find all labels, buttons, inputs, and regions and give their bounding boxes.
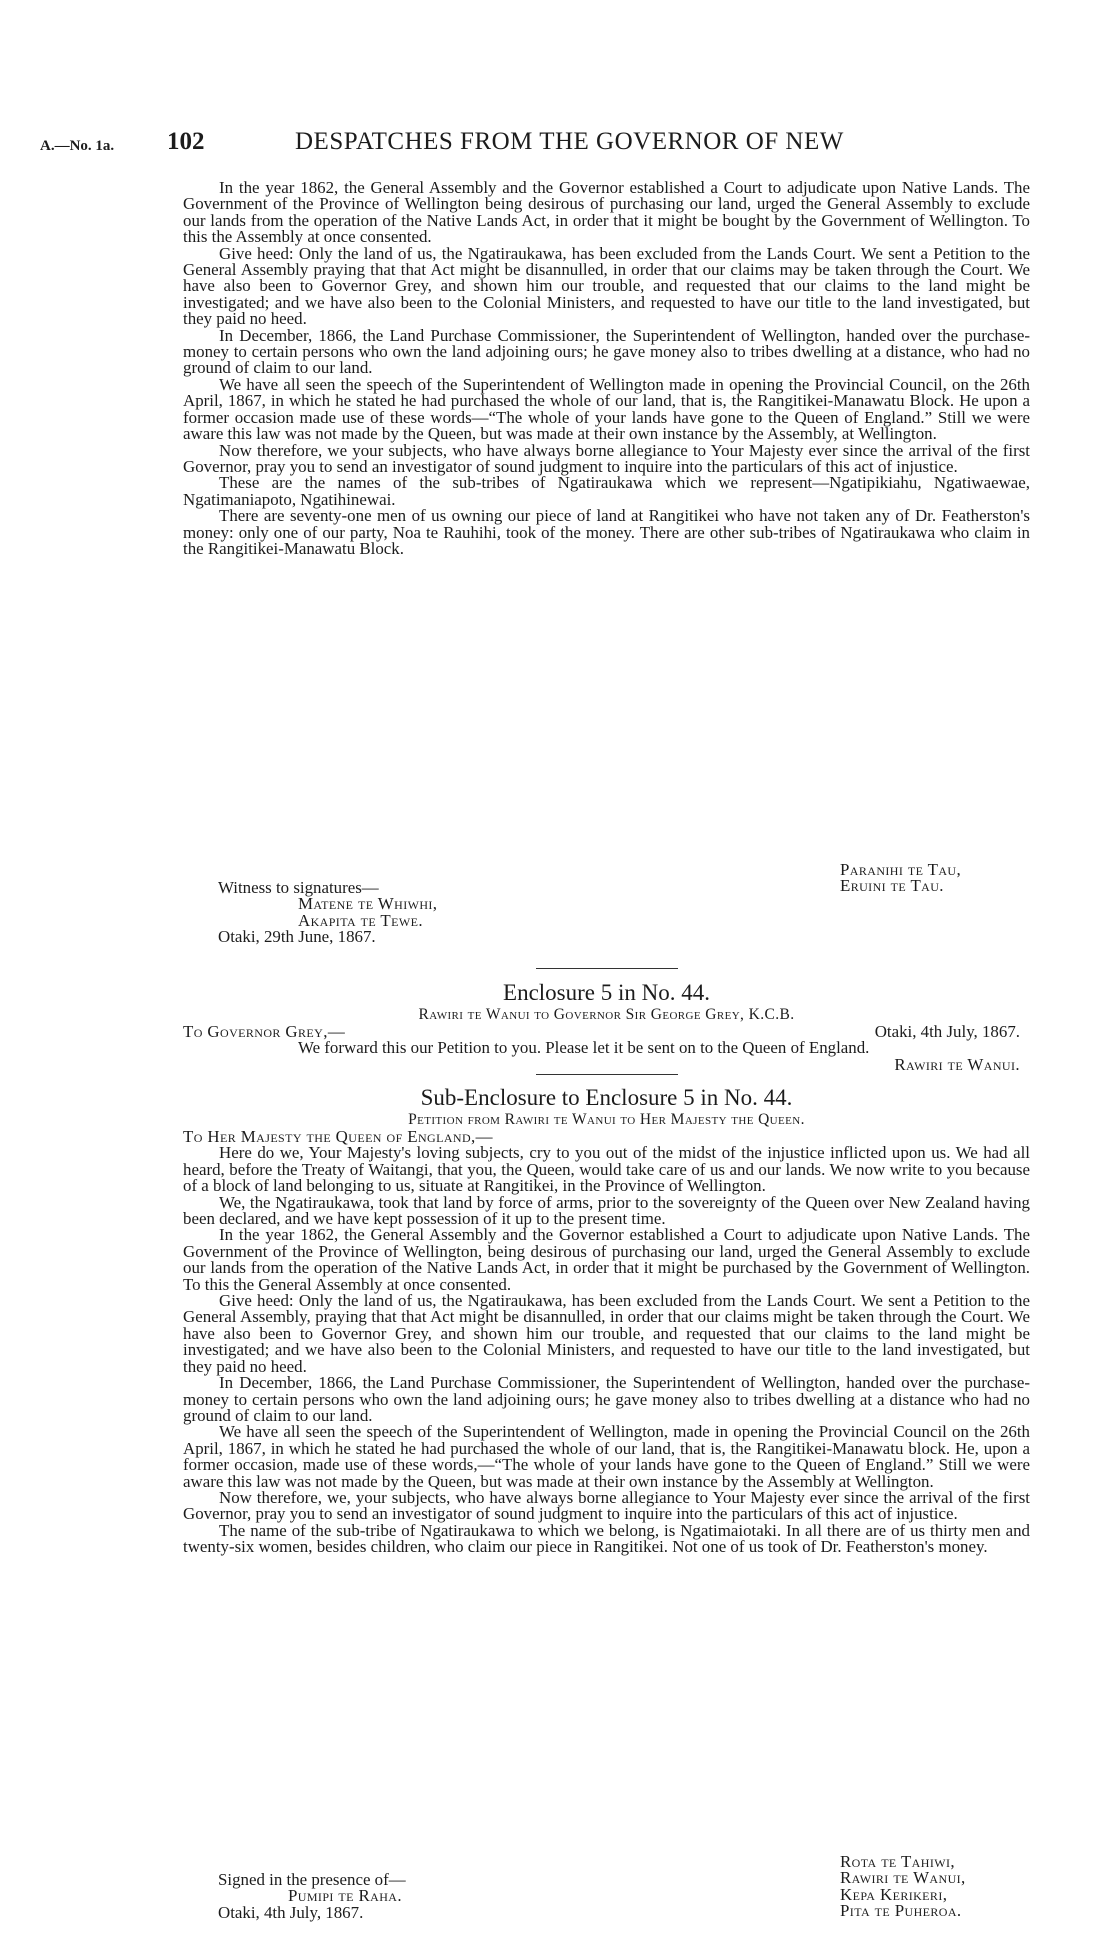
signers [840,1854,1030,1920]
signer-name: Rawiri te Wanui, [840,1868,966,1888]
signature-block [183,862,1030,948]
paragraph: Give heed: Only the land of us, the Ngatiraukawa, has been excluded from the Lands Court. We sent a Petition to the General Assembly, praying that that Act might be disannulled, in order that our claims might be taken through the Court. We have also been to Governor Grey, and shown him our trouble, and requested that our claims to the land might be investigated; and we have also been to the Colonial Ministers, and requested to have our title to the land investigated, but they paid no heed. [183,1291,1030,1376]
signers [840,862,1030,895]
place-date: Otaki, 4th July, 1867. [874,1022,1020,1041]
addressee: To Governor Grey,— [183,1022,346,1041]
paragraph: We have all seen the speech of the Superintendent of Wellington made in opening the Provincial Council, on the 26th April, 1867, in which he stated he had purchased the whole of our land, that is, the Rangitikei-Manawatu Block. He upon a former occasion made use of these words—“The whole of your lands have gone to the Queen of England.” Still we were aware this law was not made by the Queen, but was made at their own instance by the Assembly, at Wellington. [183,374,1030,444]
divider [536,968,678,969]
witness-block [218,880,437,946]
signer-name: Kepa Kerikeri, [840,1884,948,1904]
sub-enclosure [183,1085,1030,1556]
witness-block [218,1872,406,1921]
enclosure-title: Sub-Enclosure to Enclosure 5 in No. 44. [420,1085,793,1110]
paragraph: In the year 1862, the General Assembly and the Governor established a Court to adjudicate upon Native Lands. The Government of the Province of Wellington being desirous of purchasing our land, urged the General Assembly to exclude our lands from the operation of the Native Lands Act, in order that it might be bought by the Government of Wellington. To this the Assembly at once consented. [183,178,1030,247]
witness-name: Matene te Whiwhi, [298,894,438,914]
signer-name: Eruini te Tau. [840,876,944,896]
witness-label: Signed in the presence of— [218,1870,406,1889]
addressee: To Her Majesty the Queen of England,— [183,1127,493,1146]
section-rule [183,1074,1030,1075]
divider [536,1074,678,1075]
signer-name: Paranihi te Tau, [840,860,962,879]
paragraph: There are seventy-one men of us owning our piece of land at Rangitikei who have not taken any of Dr. Featherston's money: only one of our party, Noa te Rauhihi, took of the money. There are other sub-tribes of Ngatiraukawa who claim in the Rangitikei-Manawatu Block. [183,506,1030,558]
paragraph: We, the Ngatiraukawa, took that land by force of arms, prior to the sovereignty of the Queen over New Zealand having been declared, and we have kept possession of it up to the present time. [183,1192,1030,1229]
running-title: DESPATCHES FROM THE GOVERNOR OF NEW [295,128,844,155]
enclosure-5 [183,980,1030,1073]
witness-label: Witness to signatures— [218,878,379,897]
section-rule [183,968,1030,969]
paragraph: In the year 1862, the General Assembly and the Governor established a Court to adjudicate upon Native Lands. The Government of the Province of Wellington, being desirous of purchasing our land, urged the General Assembly to exclude our lands from the operation of the Native Lands Act, in order that it might be purchased by the Government of Wellington. To this the General Assembly at once consented. [183,1225,1030,1294]
page-number: 102 [167,128,205,155]
paragraph: Give heed: Only the land of us, the Ngatiraukawa, has been excluded from the Lands Court. We sent a Petition to the General Assembly praying that that Act might be disannulled, in order that our claims may be taken through the Court. We have also been to Governor Grey, and shown him our trouble, and requested that our claims to the land might be investigated; and we have also been to the Colonial Ministers, and requested to have our title to the land investigated, but they paid no heed. [183,243,1030,329]
paragraph: In December, 1866, the Land Purchase Commissioner, the Superintendent of Wellington, handed over the purchase-money to certain persons who own the land adjoining ours; he gave money also to tribes dwelling at a distance, who had no ground of claim to our land. [183,325,1030,378]
paragraph: The name of the sub-tribe of Ngatiraukawa to which we belong, is Ngatimaiotaki. In all there are of us thirty men and twenty-six women, besides children, who claim our piece in Rangitikei. Not one of us took of Dr. Featherston's money. [183,1520,1030,1557]
document-reference: A.—No. 1a. [40,138,115,154]
witness-name: Akapita te Tewe. [298,910,423,930]
petition-continued [183,180,1030,557]
enclosure-subtitle: Rawiri te Wanui to Governor Sir George Grey, K.C.B. [418,1006,795,1023]
paragraph: We have all seen the speech of the Superintendent of Wellington, made in opening the Provincial Council on the 26th April, 1867, in which he stated he had purchased the whole of our land, that is, the Rangitikei-Manawatu block. He, upon a former occasion, made use of these words,—“The whole of your lands have gone to the Queen of England.” Still we were aware this law was not made by the Queen, but was made at their own instance by the Assembly at Wellington. [183,1422,1030,1491]
signer-name: Pita te Puheroa. [840,1901,962,1921]
paragraph: Here do we, Your Majesty's loving subjects, cry to you out of the midst of the injustice inflicted upon us. We had all heard, before the Treaty of Waitangi, that you, the Queen, would take care of us and our lands. We now write to you because of a block of land belonging to us, situate at Rangitikei, in the Province of Wellington. [183,1143,1030,1196]
paragraph: In December, 1866, the Land Purchase Commissioner, the Superintendent of Wellington, handed over the purchase-money to certain persons who own the land adjoining ours; he gave money also to tribes dwelling at a distance who had no ground of claim to our land. [183,1373,1030,1425]
place-date: Otaki, 29th June, 1867. [218,927,376,947]
signature-block [183,1854,1030,1954]
witness-name: Pumipi te Raha. [288,1886,402,1906]
signer-name: Rawiri te Wanui. [894,1054,1020,1074]
paragraph: Now therefore, we, your subjects, who have always borne allegiance to Your Majesty ever since the arrival of the first Governor, pray you to send an investigator of sound judgment to inquire into the particulars of this act of injustice. [183,1487,1030,1524]
page-body [183,178,1030,1922]
paragraph: We forward this our Petition to you. Please let it be sent on to the Queen of England. [298,1038,870,1058]
address-line [183,1024,1030,1040]
enclosure-title: Enclosure 5 in No. 44. [503,980,710,1005]
enclosure-subtitle: Petition from Rawiri te Wanui to Her Majesty the Queen. [408,1111,805,1128]
paragraph: These are the names of the sub-tribes of Ngatiraukawa which we represent—Ngatipikiahu, Ngatiwaewae, Ngatimaniapoto, Ngatihinewai. [183,473,1030,509]
signer-name: Rota te Tahiwi, [840,1852,955,1871]
paragraph: Now therefore, we your subjects, who have always borne allegiance to Your Majesty ever since the arrival of the first Governor, pray you to send an investigator of sound judgment to inquire into the particulars of this act of injustice. [183,440,1030,476]
place-date: Otaki, 4th July, 1867. [218,1902,364,1922]
page-header [40,128,1040,164]
